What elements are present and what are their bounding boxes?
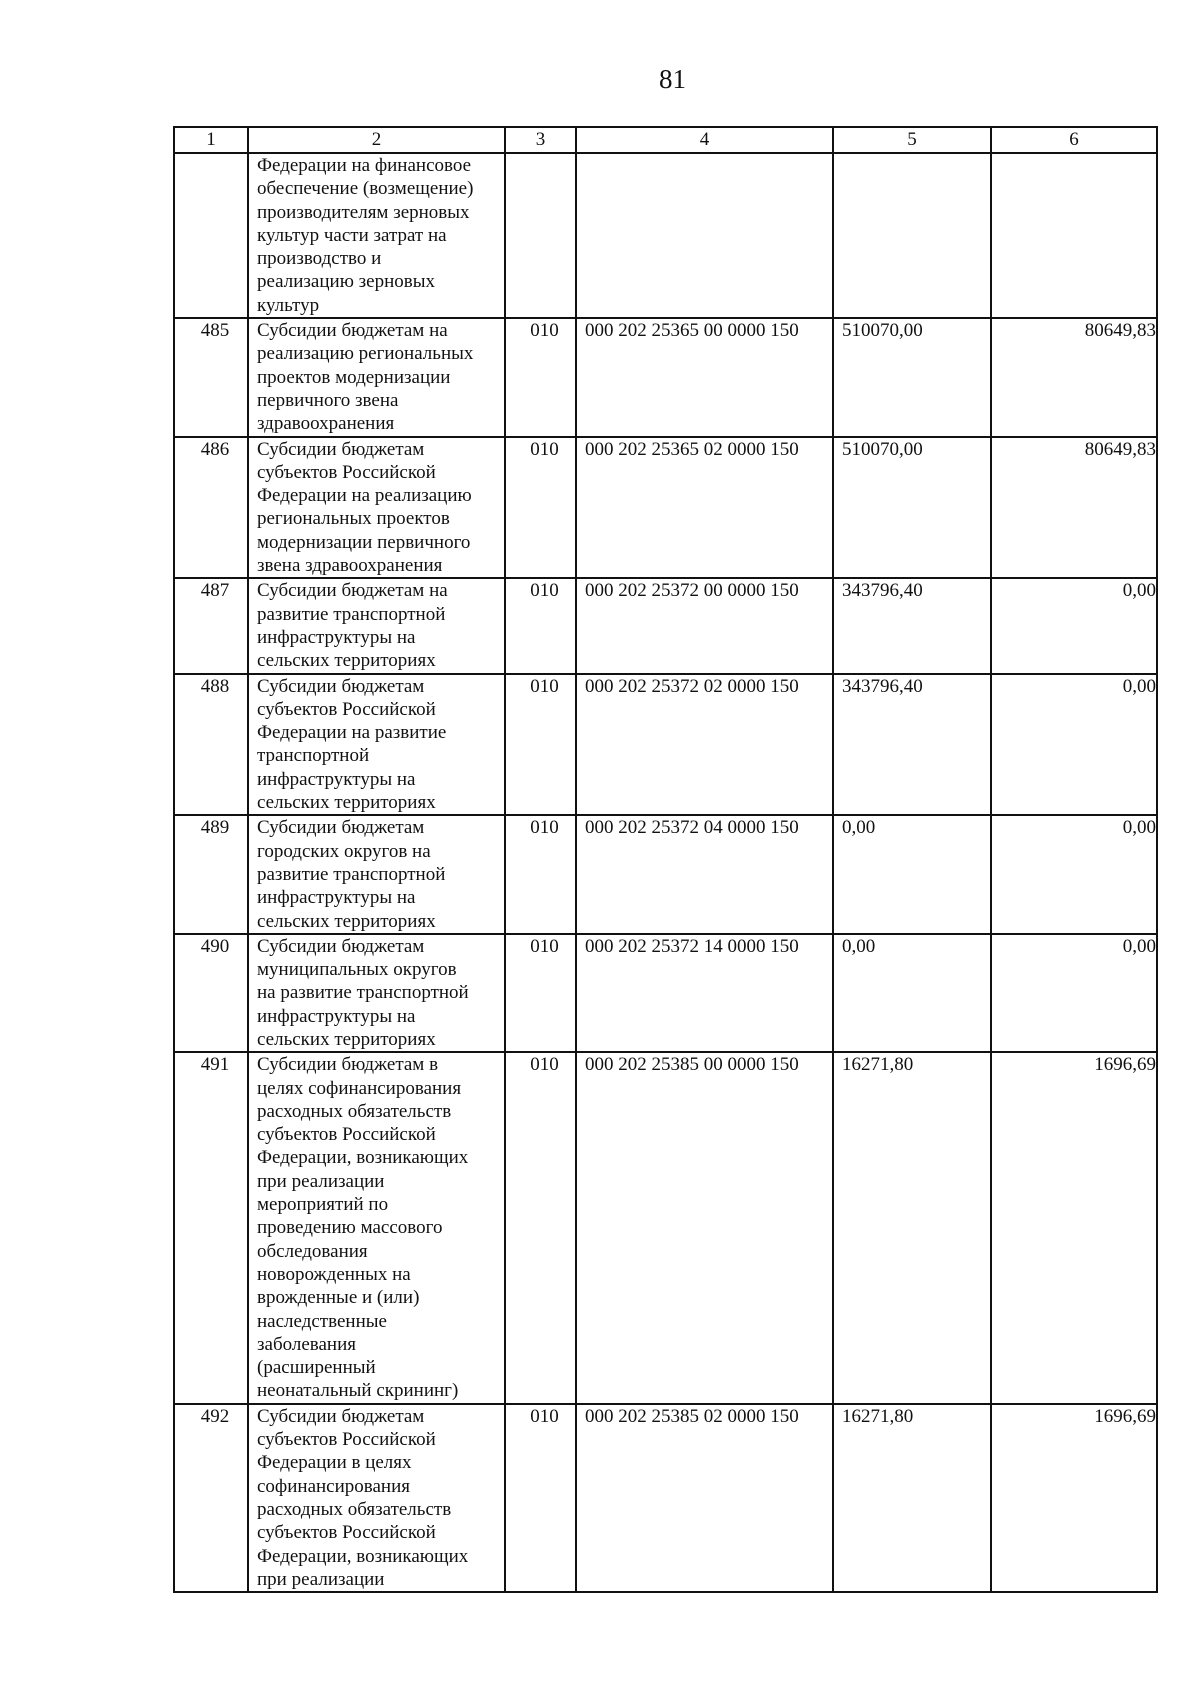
description-line: городских округов на bbox=[257, 840, 431, 862]
description-line: развитие транспортной bbox=[257, 863, 446, 885]
amount-cell-6: 1696,69 bbox=[991, 1052, 1157, 1403]
description-line: наследственные bbox=[257, 1310, 387, 1332]
row-number-cell: 492 bbox=[174, 1404, 248, 1592]
description-line: Федерации на реализацию bbox=[257, 485, 472, 507]
description-cell bbox=[248, 318, 505, 436]
description-line: Федерации, возникающих bbox=[257, 1545, 469, 1567]
description-line: инфраструктуры на bbox=[257, 626, 416, 648]
section-code-cell: 010 bbox=[505, 815, 576, 933]
description-line: при реализации bbox=[257, 1568, 385, 1590]
header-row bbox=[174, 127, 1157, 153]
description-line: реализацию зерновых bbox=[257, 271, 435, 293]
description-cell bbox=[248, 934, 505, 1052]
amount-cell-6: 0,00 bbox=[991, 578, 1157, 673]
description-line: производителям зерновых bbox=[257, 201, 470, 223]
description-line: сельских территориях bbox=[257, 1028, 436, 1050]
description-line: Субсидии бюджетам bbox=[257, 438, 425, 460]
description-line: субъектов Российской bbox=[257, 698, 436, 720]
description-line: звена здравоохранения bbox=[257, 555, 443, 577]
column-header: 5 bbox=[833, 127, 991, 153]
table-row bbox=[174, 1404, 1157, 1592]
amount-cell-5: 343796,40 bbox=[833, 674, 991, 816]
description-cell bbox=[248, 674, 505, 816]
description-line: проведению массового bbox=[257, 1217, 443, 1239]
description-line: обследования bbox=[257, 1240, 368, 1262]
section-code-cell: 010 bbox=[505, 674, 576, 816]
description-line: производство и bbox=[257, 248, 382, 270]
description-line: развитие транспортной bbox=[257, 603, 446, 625]
description-line: Субсидии бюджетам bbox=[257, 817, 425, 839]
amount-cell-5: 510070,00 bbox=[833, 437, 991, 579]
table-row bbox=[174, 674, 1157, 816]
table-row bbox=[174, 318, 1157, 436]
description-line: расходных обязательств bbox=[257, 1498, 452, 1520]
column-header: 3 bbox=[505, 127, 576, 153]
amount-cell-5 bbox=[833, 153, 991, 318]
description-line: транспортной bbox=[257, 745, 370, 767]
description-cell bbox=[248, 815, 505, 933]
description-line: реализацию региональных bbox=[257, 343, 474, 365]
description-line: Субсидии бюджетам bbox=[257, 675, 425, 697]
amount-cell-6: 80649,83 bbox=[991, 318, 1157, 436]
description-line: здравоохранения bbox=[257, 413, 395, 435]
table-body bbox=[174, 153, 1157, 1592]
budget-code-cell: 000 202 25372 02 0000 150 bbox=[576, 674, 833, 816]
description-line: расходных обязательств bbox=[257, 1100, 452, 1122]
description-line: (расширенный bbox=[257, 1357, 376, 1379]
section-code-cell: 010 bbox=[505, 578, 576, 673]
description-line: сельских территориях bbox=[257, 910, 436, 932]
section-code-cell: 010 bbox=[505, 318, 576, 436]
description-line: Федерации в целях bbox=[257, 1452, 412, 1474]
description-line: обеспечение (возмещение) bbox=[257, 178, 474, 200]
row-number-cell: 485 bbox=[174, 318, 248, 436]
description-line: Федерации на финансовое bbox=[257, 155, 472, 176]
row-number-cell: 487 bbox=[174, 578, 248, 673]
description-line: инфраструктуры на bbox=[257, 768, 416, 790]
budget-code-cell bbox=[576, 153, 833, 318]
description-line: софинансирования bbox=[257, 1475, 411, 1497]
column-header: 2 bbox=[248, 127, 505, 153]
section-code-cell bbox=[505, 153, 576, 318]
amount-cell-5: 343796,40 bbox=[833, 578, 991, 673]
row-number-cell: 486 bbox=[174, 437, 248, 579]
amount-cell-6: 80649,83 bbox=[991, 437, 1157, 579]
amount-cell-6: 1696,69 bbox=[991, 1404, 1157, 1592]
description-line: модернизации первичного bbox=[257, 531, 471, 553]
row-number-cell: 488 bbox=[174, 674, 248, 816]
description-line: неонатальный скрининг) bbox=[257, 1380, 459, 1402]
budget-code-cell: 000 202 25372 00 0000 150 bbox=[576, 578, 833, 673]
row-number-cell: 491 bbox=[174, 1052, 248, 1403]
table-row bbox=[174, 815, 1157, 933]
description-line: мероприятий по bbox=[257, 1194, 389, 1216]
description-line: Субсидии бюджетам bbox=[257, 935, 425, 957]
section-code-cell: 010 bbox=[505, 1404, 576, 1592]
description-line: инфраструктуры на bbox=[257, 887, 416, 909]
description-line: при реализации bbox=[257, 1170, 385, 1192]
description-line: Субсидии бюджетам bbox=[257, 1405, 425, 1427]
description-line: культур bbox=[257, 294, 320, 316]
amount-cell-6: 0,00 bbox=[991, 815, 1157, 933]
column-header: 4 bbox=[576, 127, 833, 153]
amount-cell-5: 0,00 bbox=[833, 815, 991, 933]
row-number-cell: 489 bbox=[174, 815, 248, 933]
amount-cell-6: 0,00 bbox=[991, 674, 1157, 816]
description-line: проектов модернизации bbox=[257, 366, 451, 388]
table-row bbox=[174, 153, 1157, 318]
amount-cell-5: 510070,00 bbox=[833, 318, 991, 436]
section-code-cell: 010 bbox=[505, 1052, 576, 1403]
description-line: первичного звена bbox=[257, 389, 399, 411]
description-line: Субсидии бюджетам на bbox=[257, 320, 448, 342]
description-line: Федерации, возникающих bbox=[257, 1147, 469, 1169]
description-line: заболевания bbox=[257, 1333, 356, 1355]
description-line: субъектов Российской bbox=[257, 461, 436, 483]
description-line: целях софинансирования bbox=[257, 1077, 462, 1099]
section-code-cell: 010 bbox=[505, 437, 576, 579]
section-code-cell: 010 bbox=[505, 934, 576, 1052]
description-cell bbox=[248, 578, 505, 673]
amount-cell-6: 0,00 bbox=[991, 934, 1157, 1052]
column-header: 6 bbox=[991, 127, 1157, 153]
description-cell bbox=[248, 437, 505, 579]
table-row bbox=[174, 1052, 1157, 1403]
budget-code-cell: 000 202 25372 14 0000 150 bbox=[576, 934, 833, 1052]
budget-table bbox=[173, 126, 1158, 1593]
amount-cell-5: 16271,80 bbox=[833, 1052, 991, 1403]
description-line: субъектов Российской bbox=[257, 1522, 436, 1544]
description-line: субъектов Российской bbox=[257, 1429, 436, 1451]
row-number-cell: 490 bbox=[174, 934, 248, 1052]
amount-cell-5: 0,00 bbox=[833, 934, 991, 1052]
description-line: Субсидии бюджетам на bbox=[257, 580, 448, 602]
amount-cell-6 bbox=[991, 153, 1157, 318]
table-row bbox=[174, 578, 1157, 673]
description-line: инфраструктуры на bbox=[257, 1005, 416, 1027]
column-header: 1 bbox=[174, 127, 248, 153]
description-cell bbox=[248, 153, 505, 318]
table-row bbox=[174, 934, 1157, 1052]
description-cell bbox=[248, 1404, 505, 1592]
description-cell bbox=[248, 1052, 505, 1403]
description-line: Федерации на развитие bbox=[257, 722, 447, 744]
description-line: новорожденных на bbox=[257, 1263, 411, 1285]
row-number-cell bbox=[174, 153, 248, 318]
description-line: врожденные и (или) bbox=[257, 1287, 420, 1309]
page-number: 81 bbox=[659, 64, 686, 94]
description-line: субъектов Российской bbox=[257, 1124, 436, 1146]
description-line: региональных проектов bbox=[257, 508, 450, 530]
description-line: культур части затрат на bbox=[257, 224, 447, 246]
description-line: Субсидии бюджетам в bbox=[257, 1054, 439, 1076]
amount-cell-5: 16271,80 bbox=[833, 1404, 991, 1592]
budget-code-cell: 000 202 25365 02 0000 150 bbox=[576, 437, 833, 579]
budget-code-cell: 000 202 25365 00 0000 150 bbox=[576, 318, 833, 436]
description-line: сельских территориях bbox=[257, 650, 436, 672]
table-row bbox=[174, 437, 1157, 579]
description-line: муниципальных округов bbox=[257, 959, 457, 981]
budget-code-cell: 000 202 25372 04 0000 150 bbox=[576, 815, 833, 933]
budget-code-cell: 000 202 25385 02 0000 150 bbox=[576, 1404, 833, 1592]
description-line: сельских территориях bbox=[257, 792, 436, 814]
description-line: на развитие транспортной bbox=[257, 982, 469, 1004]
budget-code-cell: 000 202 25385 00 0000 150 bbox=[576, 1052, 833, 1403]
